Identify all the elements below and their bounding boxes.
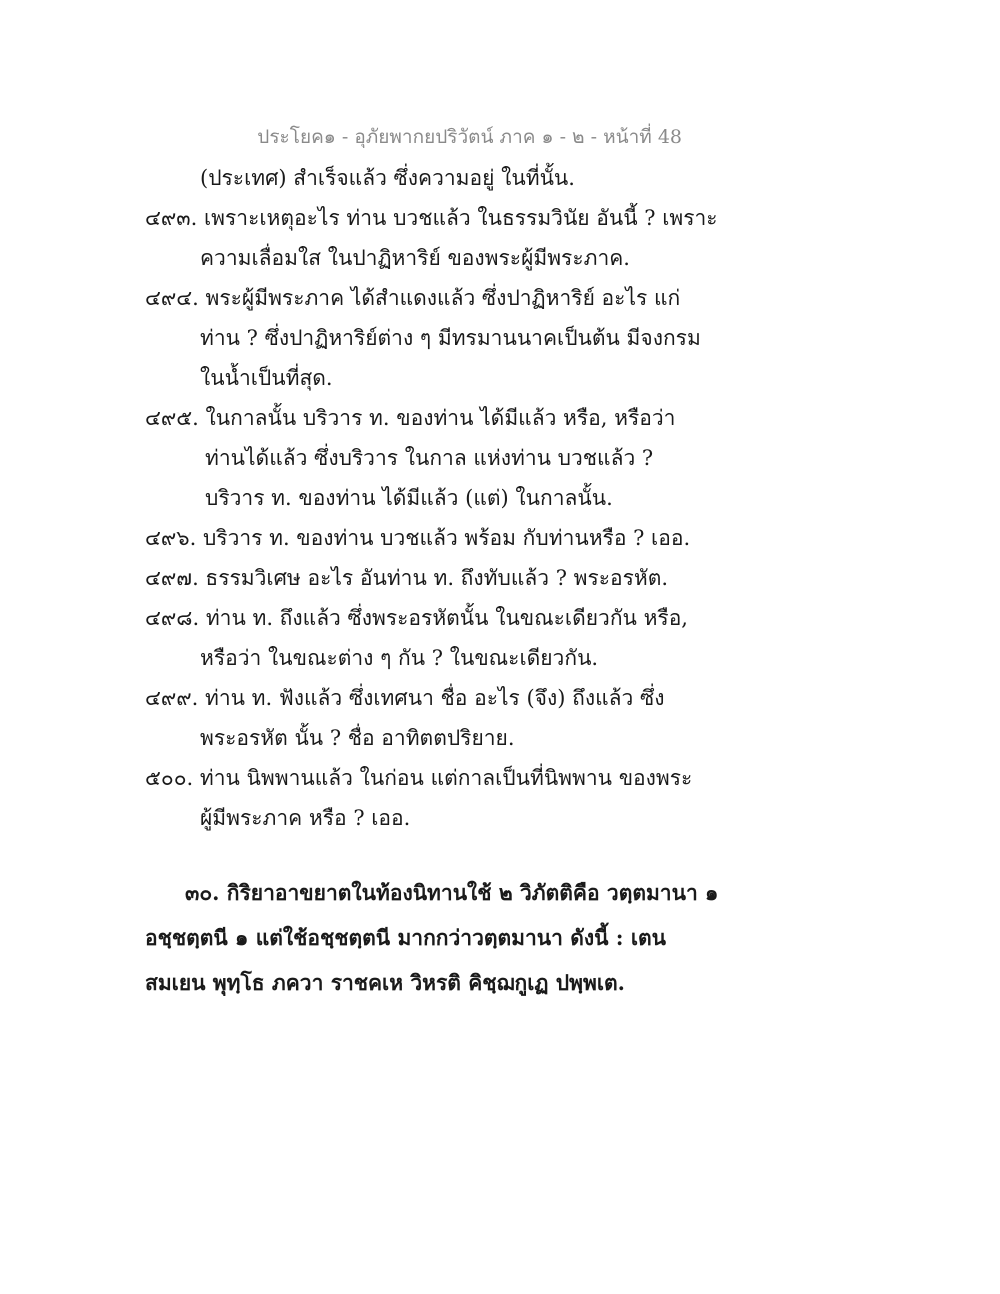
text-line: ความเลื่อมใส ในปาฏิหาริย์ ของพระผู้มีพระภาค. (200, 246, 630, 270)
text-line: ท่าน ? ซึ่งปาฏิหาริย์ต่าง ๆ มีทรมานนาคเป็นต้น มีจงกรม (200, 326, 701, 350)
text-line: ๕๐๐. ท่าน นิพพานแล้ว ในก่อน แต่กาลเป็นที่นิพพาน ของพระ (145, 766, 693, 790)
grammar-section (145, 870, 719, 1005)
text-line: ผู้มีพระภาค หรือ ? เออ. (200, 806, 411, 830)
qa-list (145, 158, 718, 838)
section-line: สมเยน พุทฺโธ ภควา ราชคเห วิหรติ คิชฺฌกูเฏ ปพฺพเต. (145, 970, 625, 995)
text-line: ๔๙๓. เพราะเหตุอะไร ท่าน บวชแล้ว ในธรรมวินัย อันนี้ ? เพราะ (145, 206, 718, 230)
text-line: ๔๙๗. ธรรมวิเศษ อะไร อันท่าน ท. ถึงทับแล้ว ? พระอรหัต. (145, 566, 669, 590)
page-header: ประโยค๑ - อุภัยพากยปริวัตน์ ภาค ๑ - ๒ - หน้าที่ 48 (257, 126, 682, 148)
text-line: พระอรหัต นั้น ? ชื่อ อาทิตตปริยาย. (200, 726, 515, 750)
text-line: ๔๙๔. พระผู้มีพระภาค ได้สำแดงแล้ว ซึ่งปาฏิหาริย์ อะไร แก่ (145, 286, 681, 310)
text-line: ๔๙๘. ท่าน ท. ถึงแล้ว ซึ่งพระอรหัตนั้น ในขณะเดียวกัน หรือ, (145, 606, 688, 630)
section-line: ๓๐. กิริยาอาขยาตในท้องนิทานใช้ ๒ วิภัตติคือ วตฺตมานา ๑ (185, 880, 719, 905)
text-line: ท่านได้แล้ว ซึ่งบริวาร ในกาล แห่งท่าน บวชแล้ว ? (205, 446, 654, 470)
text-line: บริวาร ท. ของท่าน ได้มีแล้ว (แต่) ในกาลนั้น. (205, 486, 613, 510)
text-line: (ประเทศ) สำเร็จแล้ว ซึ่งความอยู่ ในที่นั้น. (200, 166, 575, 190)
text-line: ๔๙๖. บริวาร ท. ของท่าน บวชแล้ว พร้อม กับท่านหรือ ? เออ. (145, 526, 691, 550)
text-line: ในน้ำเป็นที่สุด. (200, 366, 333, 390)
text-line: ๔๙๕. ในกาลนั้น บริวาร ท. ของท่าน ได้มีแล้ว หรือ, หรือว่า (145, 406, 676, 430)
text-line: หรือว่า ในขณะต่าง ๆ กัน ? ในขณะเดียวกัน. (200, 646, 599, 670)
section-line: อชฺชตฺตนี ๑ แต่ใช้อชฺชตฺตนี มากกว่าวตฺตมานา ดังนี้ : เตน (145, 925, 667, 950)
text-line: ๔๙๙. ท่าน ท. ฟังแล้ว ซึ่งเทศนา ชื่อ อะไร (จึง) ถึงแล้ว ซึ่ง (145, 686, 665, 710)
